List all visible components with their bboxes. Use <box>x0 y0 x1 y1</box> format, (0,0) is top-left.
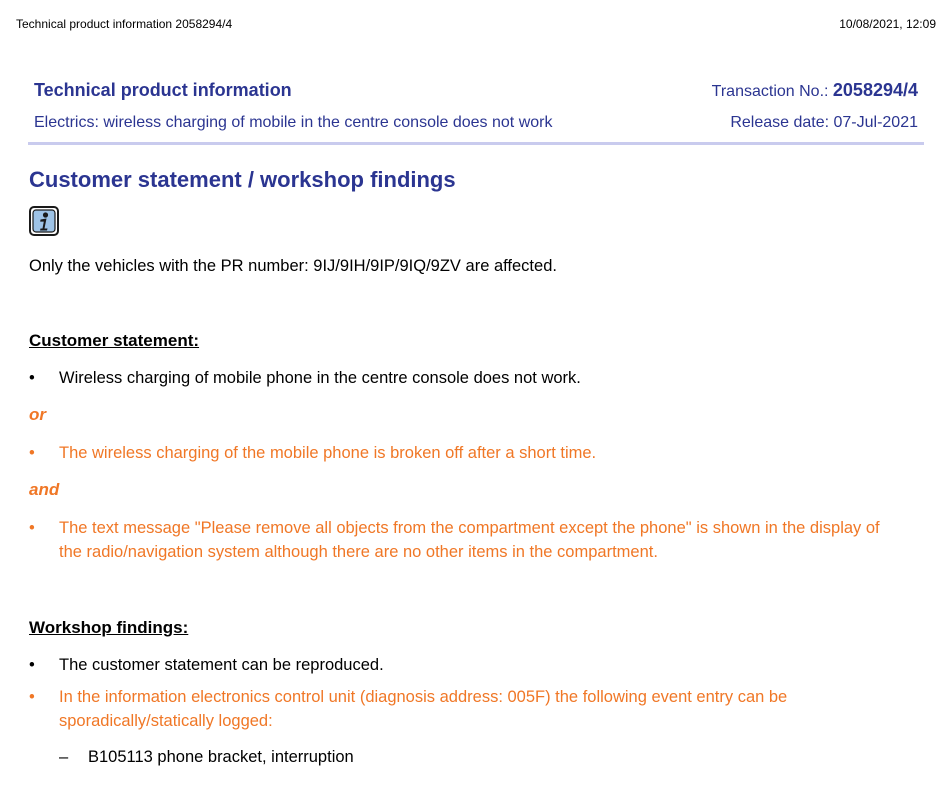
print-header <box>16 17 936 31</box>
conjunction-and: and <box>29 480 60 499</box>
workshop-findings-heading: Workshop findings: <box>29 618 189 637</box>
event-entry-item <box>59 748 354 767</box>
list-item <box>29 441 892 465</box>
print-header-title: Technical product information 2058294/4 <box>16 17 233 31</box>
document-type-title: Technical product information <box>34 80 292 100</box>
bullet-marker: • <box>29 444 35 462</box>
list-item <box>29 516 892 564</box>
transaction-label: Transaction No.: <box>711 83 833 100</box>
document-subject: Electrics: wireless charging of mobile in the centre console does not work <box>34 114 553 131</box>
conjunction-or: or <box>29 405 46 424</box>
list-item-text: Wireless charging of mobile phone in the centre console does not work. <box>59 369 581 387</box>
info-icon <box>29 206 59 236</box>
print-header-timestamp: 10/08/2021, 12:09 <box>839 17 936 31</box>
document-banner <box>34 80 918 132</box>
bullet-marker: • <box>29 519 35 537</box>
list-item <box>29 653 892 677</box>
list-item-text: The text message "Please remove all objects from the compartment except the phone" is shown in the display of the radio/navigation system although there are no other items in the compartment. <box>59 519 880 561</box>
bullet-marker: • <box>29 369 35 387</box>
section-title: Customer statement / workshop findings <box>29 167 456 192</box>
event-entry-text: B105113 phone bracket, interruption <box>88 748 354 766</box>
banner-divider <box>28 142 924 145</box>
release-date: Release date: 07-Jul-2021 <box>730 114 918 131</box>
list-item-text: In the information electronics control unit (diagnosis address: 005F) the following event entry can be sporadically/statically logged: <box>59 688 788 730</box>
bullet-marker: • <box>29 656 35 674</box>
transaction-value: 2058294/4 <box>832 80 918 100</box>
list-item <box>29 685 892 733</box>
bullet-marker: • <box>29 688 35 706</box>
list-item-text: The wireless charging of the mobile phone is broken off after a short time. <box>59 444 597 462</box>
affected-vehicles-note: Only the vehicles with the PR number: 9IJ/9IH/9IP/9IQ/9ZV are affected. <box>29 257 557 275</box>
list-item-text: The customer statement can be reproduced. <box>59 656 384 674</box>
transaction-number <box>712 80 918 101</box>
customer-statement-heading: Customer statement: <box>29 331 200 350</box>
dash-marker: – <box>59 748 69 766</box>
list-item <box>29 366 892 390</box>
